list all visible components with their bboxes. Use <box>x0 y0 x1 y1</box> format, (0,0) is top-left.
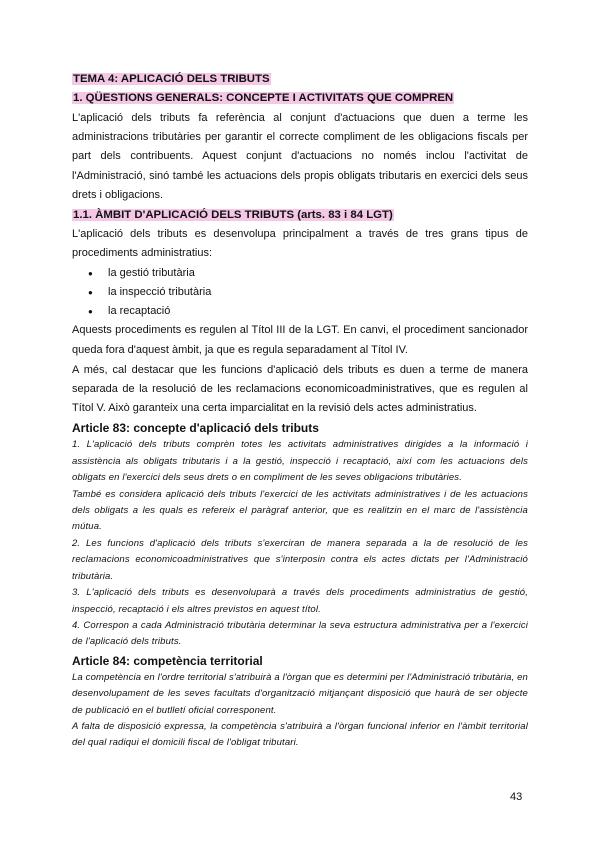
procedures-paragraph: Aquests procediments es regulen al Títol III de la LGT. En canvi, el procediment sancionador queda fora d'aquest àmbit, ja que es regula separadament al Títol IV. <box>72 324 528 356</box>
chapter-heading-text: TEMA 4: APLICACIÓ DELS TRIBUTS <box>73 73 270 85</box>
list-item: ● la gestió tributària <box>72 264 528 283</box>
article-83-paragraph: 1. L'aplicació dels tributs comprèn totes les activitats administratives dirigides a la informació i assistència als obligats tributaris i a la gestió, inspecció i recaptació, així com les actuacions dels obligats en l'exercici dels seus drets o en compliment de les seves obligacions tributàries. <box>72 439 528 484</box>
page-content <box>72 70 528 752</box>
article-83-paragraph: 4. Correspon a cada Administració tributària determinar la seva estructura administrativa per a l'exercici de l'aplicació dels tributs. <box>72 619 528 648</box>
article-83-paragraph: També es considera aplicació dels tributs l'exercici de les activitats administratives i de les actuacions dels obligats a les quals es refereix el paràgraf anterior, que es realitzin en el marc de l'assistència mútua. <box>72 488 528 533</box>
ambit-paragraph: L'aplicació dels tributs es desenvolupa principalment a través de tres grans tipus de procediments administratius: <box>72 228 528 260</box>
subsection-heading <box>72 206 528 225</box>
list-item: ● la inspecció tributària <box>72 283 528 302</box>
article-83-paragraph: 3. L'aplicació dels tributs es desenvoluparà a través dels procediments administratius de gestió, inspecció, recaptació i els altres previstos en aquest títol. <box>72 587 528 615</box>
list-item: ● la recaptació <box>72 302 528 321</box>
intro-paragraph: L'aplicació dels tributs fa referència al conjunt d'actuacions que duen a terme les administracions tributàries per garantir el correcte compliment de les obligacions fiscals per part dels contribuents. Aquest conjunt d'actuacions no només inclou l'activitat de l'Administració, sinó també les actuacions dels propis obligats tributaris en exercici dels seus drets i obligacions. <box>72 112 528 201</box>
section-heading-text: 1. QÜESTIONS GENERALS: CONCEPTE I ACTIVITATS QUE COMPREN <box>73 92 454 104</box>
article-84-paragraph: La competència en l'ordre territorial s'atribuirà a l'òrgan que es determini per l'Administració tributària, en desenvolupament de les seves facultats d'organització mitjançant disposició que haurà de ser objecte de publicació en el butlletí oficial corresponent. <box>72 671 528 716</box>
subsection-heading-text: 1.1. ÀMBIT D'APLICACIÓ DELS TRIBUTS (arts. 83 i 84 LGT) <box>73 209 393 222</box>
procedures-list <box>72 264 528 321</box>
article-83-paragraph: 2. Les funcions d'aplicació dels tributs s'exerciran de manera separada a la de resolució de les reclamacions economicoadministratives que s'interposin contra els actes dictats per l'Administració tributària. <box>72 537 528 582</box>
page-number: 43 <box>510 791 523 803</box>
chapter-heading <box>72 70 528 89</box>
funcions-paragraph: A més, cal destacar que les funcions d'aplicació dels tributs es duen a terme de manera separada de la resolució de les reclamacions economicoadministratives, que es regulen al Títol V. Això garanteix una certa imparcialitat en la revisió dels actes administratius. <box>72 363 528 415</box>
section-heading <box>72 89 528 108</box>
article-84-paragraph: A falta de disposició expressa, la competència s'atribuirà a l'òrgan funcional inferior en l'àmbit territorial del qual radiqui el domicili fiscal de l'obligat tributari. <box>72 720 528 749</box>
article-84-title: Article 84: competència territorial <box>72 653 263 668</box>
article-83-title: Article 83: concepte d'aplicació dels tributs <box>72 421 319 436</box>
